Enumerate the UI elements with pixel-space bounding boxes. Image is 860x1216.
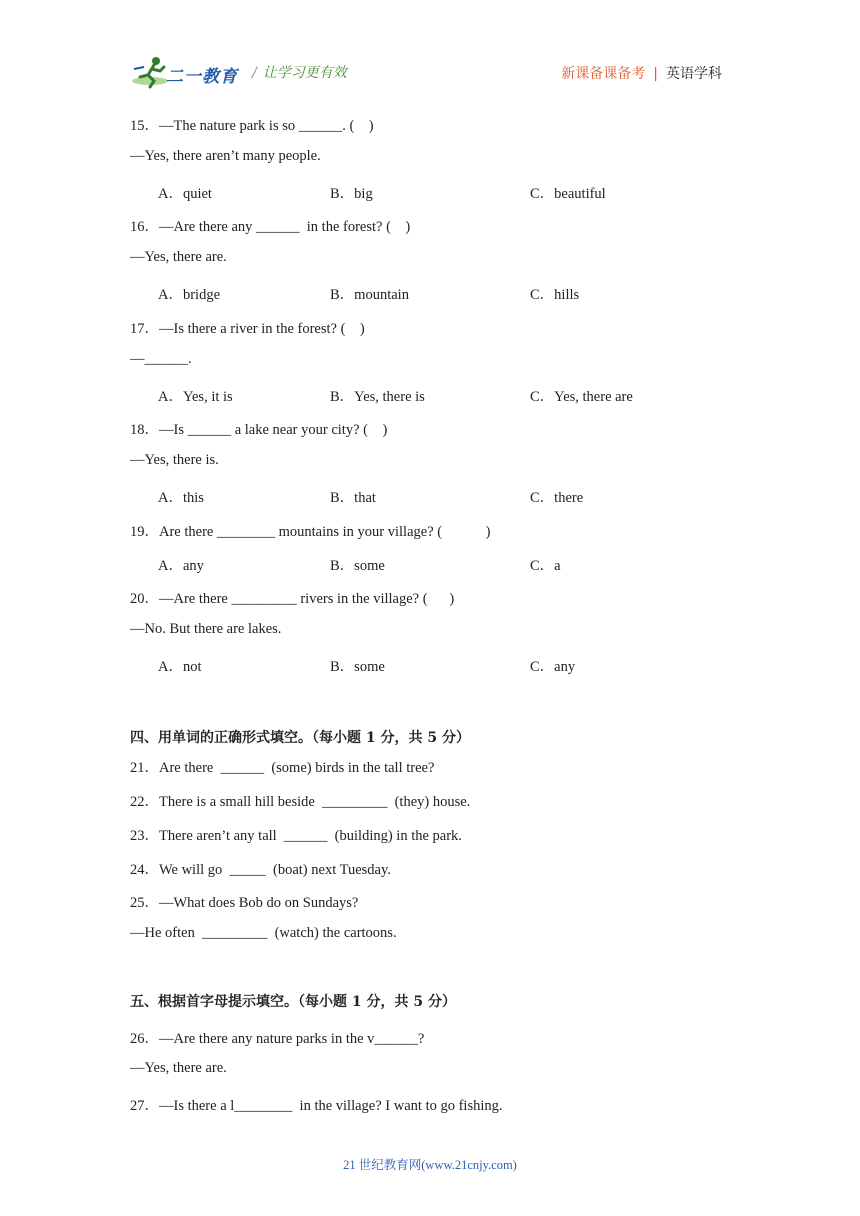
- page-header: [0, 0, 860, 100]
- question-16-answer: —Yes, there are.: [130, 249, 227, 265]
- section-4-title: 四、用单词的正确形式填空。（每小题 1 分，共 5 分）: [130, 730, 470, 746]
- q15-option-b: B．big: [330, 186, 373, 202]
- question-19: 19．Are there ________ mountains in your village? ( ): [130, 524, 491, 540]
- question-17-answer: —______.: [130, 351, 192, 367]
- logo-text: 二一教育: [166, 67, 238, 87]
- question-16: 16．—Are there any ______ in the forest? ( ): [130, 219, 411, 235]
- q20-option-a: A．not: [158, 659, 202, 675]
- q17-option-b: B．Yes, there is: [330, 389, 425, 405]
- q18-option-c: C．there: [530, 490, 584, 506]
- question-26-answer: —Yes, there are.: [130, 1060, 227, 1076]
- q17-option-c: C．Yes, there are: [530, 389, 633, 405]
- q16-option-a: A．bridge: [158, 287, 221, 303]
- question-26: 26．—Are there any nature parks in the v______?: [130, 1031, 425, 1047]
- question-20-answer: —No. But there are lakes.: [130, 621, 282, 637]
- q19-option-b: B．some: [330, 558, 385, 574]
- header-tag-prep: 新课备课备考: [561, 66, 646, 82]
- q17-option-a: A．Yes, it is: [158, 389, 233, 405]
- question-18: 18．—Is ______ a lake near your city? ( ): [130, 422, 388, 438]
- header-separator: |: [653, 66, 658, 82]
- question-25: 25．—What does Bob do on Sundays?: [130, 895, 359, 911]
- q16-option-c: C．hills: [530, 287, 580, 303]
- question-25-answer: —He often _________ (watch) the cartoons.: [130, 925, 397, 941]
- q15-option-a: A．quiet: [158, 186, 212, 202]
- question-20: 20．—Are there _________ rivers in the village? ( ): [130, 591, 455, 607]
- header-subject: 英语学科: [666, 66, 722, 82]
- question-18-answer: —Yes, there is.: [130, 452, 219, 468]
- q19-option-c: C．a: [530, 558, 561, 574]
- section-5-title: 五、根据首字母提示填空。（每小题 1 分，共 5 分）: [130, 994, 456, 1010]
- question-23: 23．There aren’t any tall ______ (building) in the park.: [130, 828, 462, 844]
- question-21: 21．Are there ______ (some) birds in the tall tree?: [130, 760, 435, 776]
- slogan-text: 让学习更有效: [262, 65, 347, 81]
- q20-option-c: C．any: [530, 659, 576, 675]
- q15-option-c: C．beautiful: [530, 186, 606, 202]
- q16-option-b: B．mountain: [330, 287, 409, 303]
- q20-option-b: B．some: [330, 659, 385, 675]
- page-footer: 21 世纪教育网(www.21cnjy.com): [343, 1158, 517, 1172]
- slogan: [252, 62, 347, 82]
- q18-option-a: A．this: [158, 490, 204, 506]
- question-22: 22．There is a small hill beside _________ (they) house.: [130, 794, 471, 810]
- question-17: 17．—Is there a river in the forest? ( ): [130, 321, 365, 337]
- question-27: 27．—Is there a l________ in the village? I want to go fishing.: [130, 1098, 503, 1114]
- q19-option-a: A．any: [158, 558, 204, 574]
- question-15: 15．—The nature park is so ______. ( ): [130, 118, 374, 134]
- question-24: 24．We will go _____ (boat) next Tuesday.: [130, 862, 391, 878]
- header-right: [561, 63, 722, 83]
- q18-option-b: B．that: [330, 490, 376, 506]
- question-15-answer: —Yes, there aren’t many people.: [130, 148, 321, 164]
- slash: /: [252, 65, 257, 81]
